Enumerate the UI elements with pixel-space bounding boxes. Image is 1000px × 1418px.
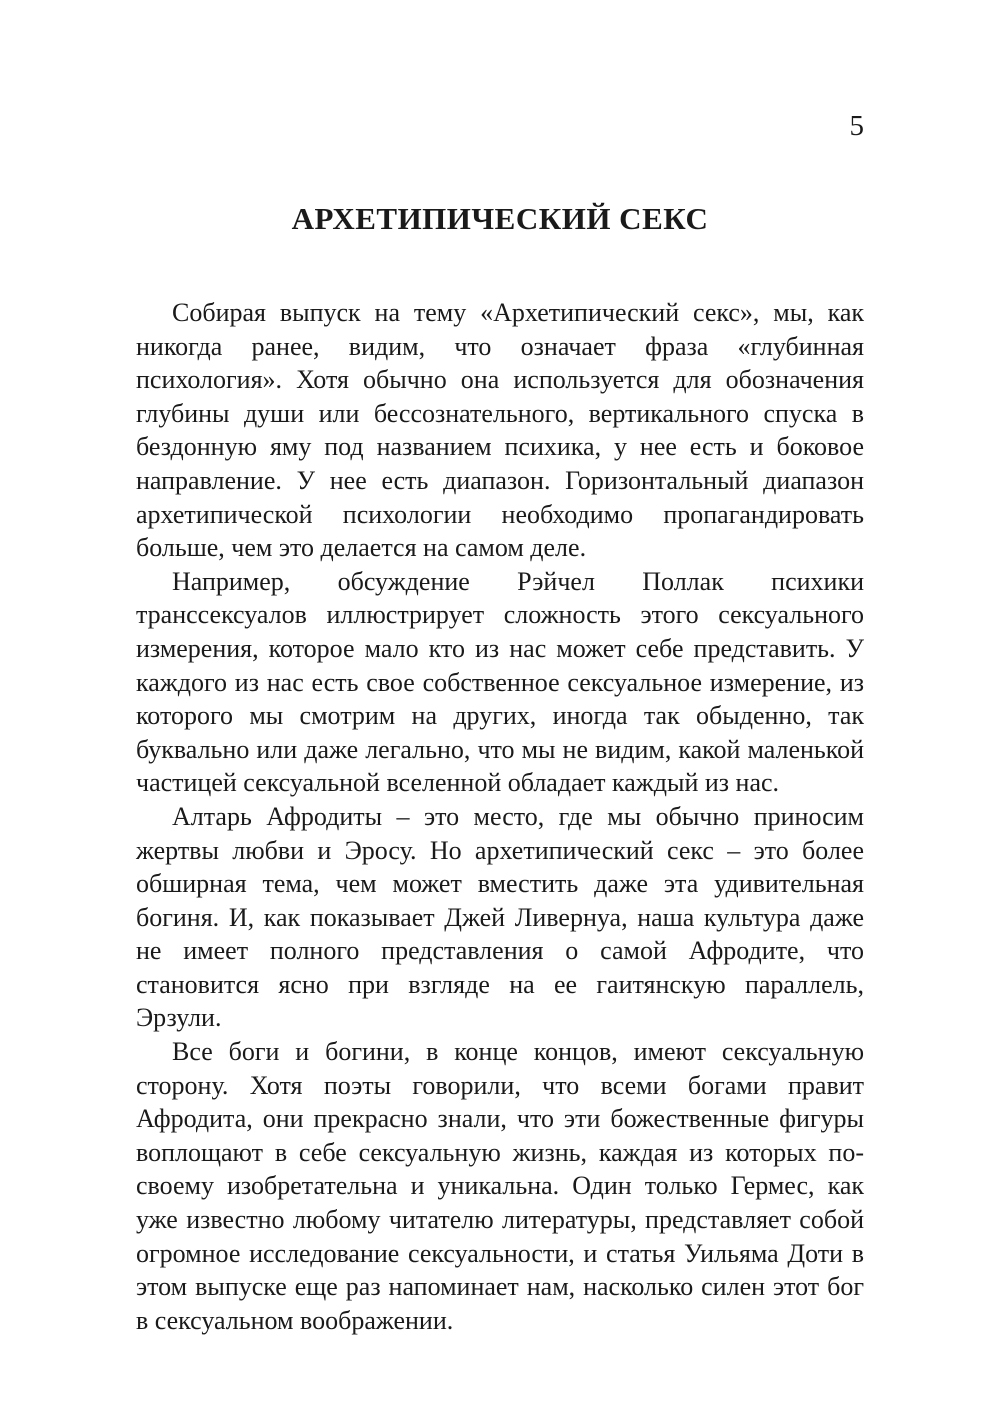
- paragraph: Все боги и богини, в конце концов, имеют сексуальную сторону. Хотя поэты говорили, что всеми богами правит Афродита, они прекрасно знали, что эти божественные фигуры воплощают в себе сексуальную жизнь, каждая из которых по-своему изобретательна и уникальна. Один только Гермес, как уже известно любому читателю литературы, представляет собой огромное исследование сексуальности, и статья Уильяма Доти в этом выпуске еще раз напоминает нам, насколько силен этот бог в сексуальном воображении.: [136, 1037, 864, 1335]
- paragraph: Например, обсуждение Рэйчел Поллак психики транссексуалов иллюстрирует сложность этого сексуального измерения, которое мало кто из нас может себе представить. У каждого из нас есть свое собственное сексуальное измерение, из которого мы смотрим на других, иногда так обыденно, так буквально или даже легально, что мы не видим, какой маленькой частицей сексуальной вселенной обладает каждый из нас.: [136, 566, 864, 798]
- chapter-title: АРХЕТИПИЧЕСКИЙ СЕКС: [291, 201, 709, 236]
- paragraph: Алтарь Афродиты – это место, где мы обычно приносим жертвы любви и Эросу. Но архетипический секс – это более обширная тема, чем может вместить даже эта удивительная богиня. И, как показывает Джей Ливернуа, наша культура даже не имеет полного представления о самой Афродите, что становится ясно при взгляде на ее гаитянскую параллель, Эрзули.: [136, 801, 864, 1033]
- paragraph: Собирая выпуск на тему «Архетипический секс», мы, как никогда ранее, видим, что означает фраза «глубинная психология». Хотя обычно она используется для обозначения глубины души или бессознательного, вертикального спуска в бездонную яму под названием психика, у нее есть и боковое направление. У нее есть диапазон. Горизонтальный диапазон архетипической психологии необходимо пропагандировать больше, чем это делается на самом деле.: [136, 298, 864, 563]
- body-text: [136, 296, 864, 1337]
- page-number: 5: [849, 110, 864, 142]
